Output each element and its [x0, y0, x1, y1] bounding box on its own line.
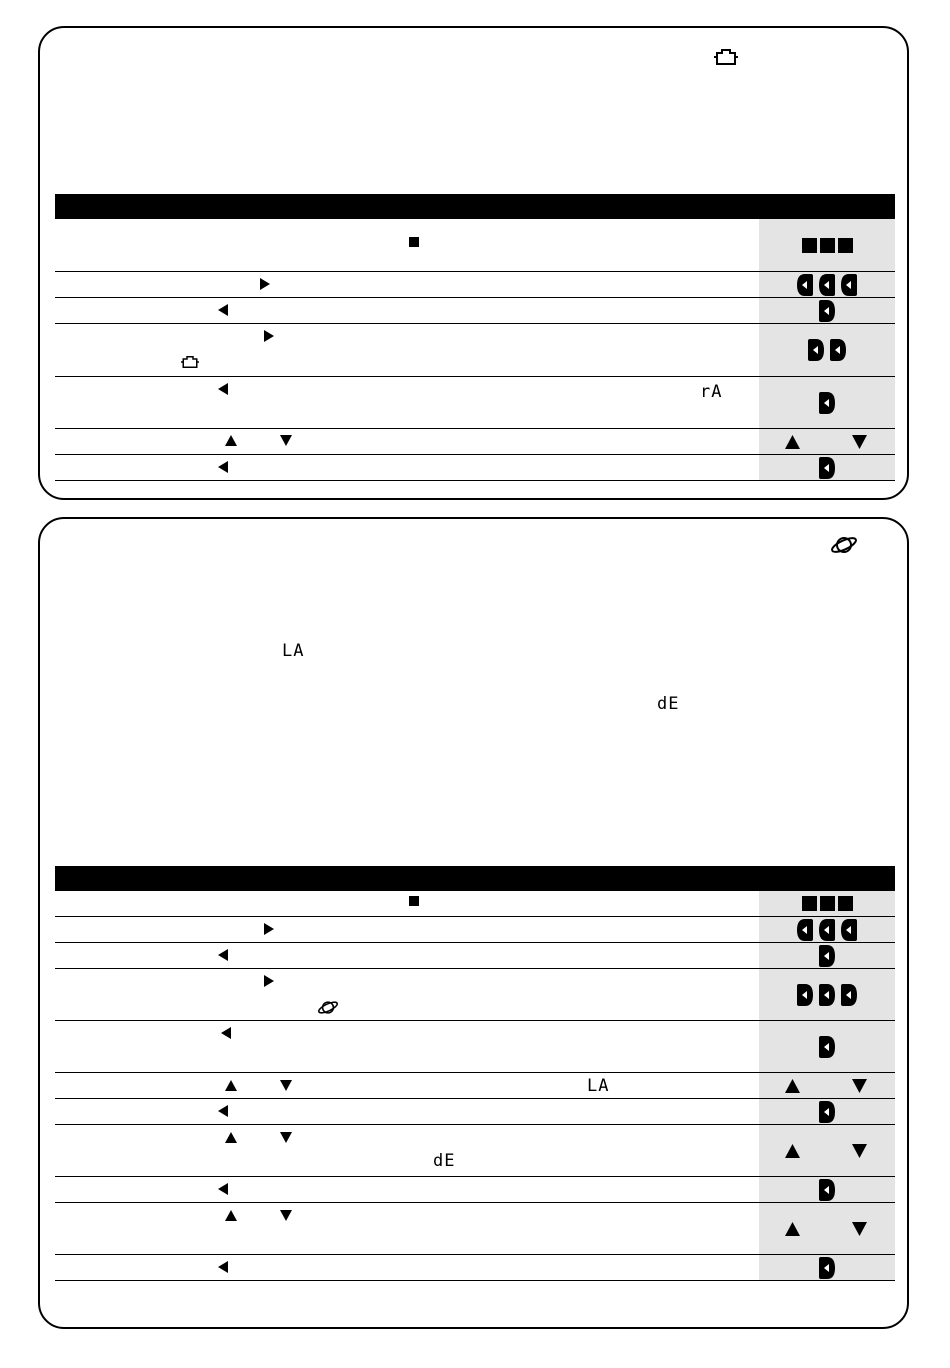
- key-sequence: [759, 917, 895, 942]
- table-row: [55, 219, 895, 272]
- planet-panel: [38, 517, 909, 1329]
- stop-key-icon: [838, 896, 853, 911]
- right-key-icon: [819, 919, 835, 941]
- up-arrow-icon: [225, 435, 237, 446]
- key-sequence: [759, 1125, 895, 1176]
- key-sequence: [759, 1177, 895, 1202]
- stop-key-icon: [802, 896, 817, 911]
- table-row: [55, 969, 895, 1021]
- right-key-icon: [819, 274, 835, 296]
- table-row: [55, 1099, 895, 1125]
- left-key-icon: [841, 984, 857, 1006]
- left-key-icon: [819, 1179, 835, 1201]
- table-row: [55, 429, 895, 455]
- down-key-icon: [852, 435, 867, 449]
- display-code: LA: [282, 641, 305, 661]
- right-key-icon: [797, 274, 813, 296]
- stop-key-icon: [820, 238, 835, 253]
- motor-panel: [38, 26, 909, 500]
- left-arrow-icon: [218, 304, 228, 316]
- left-key-icon: [819, 984, 835, 1006]
- table-row: [55, 891, 895, 917]
- display-code: dE: [433, 1151, 456, 1171]
- key-sequence: [759, 1255, 895, 1280]
- up-key-icon: [785, 1222, 800, 1236]
- key-sequence: [759, 891, 895, 916]
- left-key-icon: [808, 339, 824, 361]
- up-arrow-icon: [225, 1132, 237, 1143]
- key-sequence: [759, 1099, 895, 1124]
- display-code: LA: [587, 1076, 610, 1096]
- table-row: [55, 1255, 895, 1281]
- right-arrow-icon: [260, 278, 270, 290]
- left-key-icon: [819, 392, 835, 414]
- display-code: dE: [657, 694, 680, 714]
- right-key-icon: [841, 274, 857, 296]
- key-sequence: [759, 455, 895, 480]
- left-key-icon: [819, 1036, 835, 1058]
- down-arrow-icon: [280, 1210, 292, 1221]
- key-sequence: [759, 324, 895, 376]
- up-arrow-icon: [225, 1210, 237, 1221]
- table-row: [55, 943, 895, 969]
- left-arrow-icon: [218, 1183, 228, 1195]
- planet-icon: [830, 534, 858, 556]
- key-sequence: [759, 1203, 895, 1254]
- stop-key-icon: [802, 238, 817, 253]
- right-key-icon: [841, 919, 857, 941]
- key-sequence: [759, 943, 895, 968]
- left-arrow-icon: [221, 1027, 231, 1039]
- planet-icon: [317, 999, 339, 1016]
- right-arrow-icon: [264, 923, 274, 935]
- key-sequence: [759, 1021, 895, 1072]
- left-key-icon: [819, 945, 835, 967]
- table-row: [55, 272, 895, 298]
- table-row: [55, 1021, 895, 1073]
- table-header: [55, 194, 895, 219]
- left-key-icon: [819, 1101, 835, 1123]
- stop-key-icon: [820, 896, 835, 911]
- down-arrow-icon: [280, 1080, 292, 1091]
- down-key-icon: [852, 1222, 867, 1236]
- stop-key-icon: [409, 896, 419, 906]
- left-arrow-icon: [218, 1105, 228, 1117]
- key-sequence: [759, 377, 895, 428]
- motor-icon: [181, 355, 199, 369]
- table-row: [55, 1177, 895, 1203]
- up-key-icon: [785, 435, 800, 449]
- stop-key-icon: [838, 238, 853, 253]
- left-arrow-icon: [218, 383, 228, 395]
- key-sequence: [759, 272, 895, 297]
- left-key-icon: [819, 1257, 835, 1279]
- down-key-icon: [852, 1144, 867, 1158]
- right-arrow-icon: [264, 330, 274, 342]
- table-row: [55, 917, 895, 943]
- key-sequence: [759, 429, 895, 454]
- stop-key-icon: [409, 237, 419, 247]
- left-key-icon: [819, 457, 835, 479]
- key-sequence: [759, 219, 895, 271]
- left-arrow-icon: [218, 949, 228, 961]
- table-header: [55, 866, 895, 891]
- left-arrow-icon: [218, 1261, 228, 1273]
- table-row: [55, 455, 895, 481]
- table-row: [55, 298, 895, 324]
- table-row: [55, 1203, 895, 1255]
- key-sequence: [759, 298, 895, 323]
- down-key-icon: [852, 1079, 867, 1093]
- display-code: rA: [700, 382, 723, 402]
- down-arrow-icon: [280, 435, 292, 446]
- motor-icon: [714, 48, 738, 66]
- table-row: [55, 324, 895, 377]
- key-sequence: [759, 1073, 895, 1098]
- left-arrow-icon: [218, 461, 228, 473]
- up-key-icon: [785, 1079, 800, 1093]
- key-sequence: [759, 969, 895, 1020]
- table-row: [55, 1073, 895, 1099]
- right-key-icon: [797, 919, 813, 941]
- up-arrow-icon: [225, 1080, 237, 1091]
- table-row: [55, 377, 895, 429]
- down-arrow-icon: [280, 1132, 292, 1143]
- right-arrow-icon: [264, 975, 274, 987]
- up-key-icon: [785, 1144, 800, 1158]
- left-key-icon: [797, 984, 813, 1006]
- table-row: [55, 1125, 895, 1177]
- left-key-icon: [819, 300, 835, 322]
- left-key-icon: [830, 339, 846, 361]
